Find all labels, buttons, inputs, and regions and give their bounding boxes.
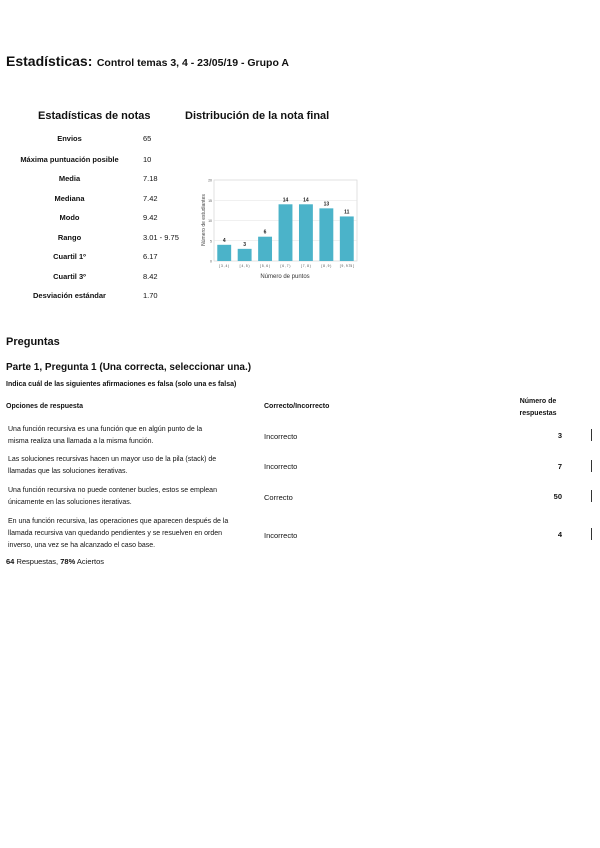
stat-value-q3: 8.42 <box>143 272 158 281</box>
answer-option-text <box>8 485 260 509</box>
answer-option-line: llamada recursiva van quedando pendientes y se resuelven en orden <box>8 530 223 537</box>
answer-result: Correcto <box>264 493 293 502</box>
col-header-count-line2: respuestas <box>519 410 557 417</box>
summary-responses-value: 64 <box>6 557 15 566</box>
stats-table <box>6 134 196 314</box>
stat-value-modo: 9.42 <box>143 213 158 222</box>
chart-data-label: 4 <box>222 237 226 244</box>
summary-correct-label: Aciertos <box>76 557 105 566</box>
answer-bar-marker <box>591 528 592 540</box>
question-text: Indica cuál de las siguientes afirmaciones es falsa (solo una es falsa) <box>6 381 237 388</box>
answer-option-line: llamadas que las soluciones iterativas. <box>8 468 128 475</box>
chart-bar <box>299 204 313 261</box>
stat-label-q1: Cuartil 1º <box>53 252 86 261</box>
summary-responses-label: Respuestas, <box>16 557 59 566</box>
stats-title: Estadísticas de notas <box>38 110 151 122</box>
chart-data-label: 3 <box>243 241 247 248</box>
chart-category-label: [ 7 , 8 ) <box>300 264 311 268</box>
chart-bar <box>319 208 333 261</box>
chart-bar <box>340 216 354 261</box>
answer-option-line: Una función recursiva es una función que en algún punto de la <box>8 426 203 433</box>
chart-category-label: [ 5 , 6 ) <box>260 264 271 268</box>
chart-category-label: [ 3 , 4 ) <box>219 264 230 268</box>
chart-bar <box>258 237 272 261</box>
stat-value-rango: 3.01 - 9.75 <box>143 233 179 242</box>
col-header-count <box>510 396 566 420</box>
summary-correct-value: 78% <box>60 557 76 566</box>
chart-category-label: [ 9 , 9.75 ] <box>339 264 354 268</box>
stat-value-media: 7.18 <box>143 174 158 183</box>
stat-label-rango: Rango <box>57 233 82 242</box>
chart-ytick-label: 20 <box>208 178 212 183</box>
answer-option-text <box>8 516 260 552</box>
chart-ytick-label: 5 <box>210 239 212 244</box>
stat-label-media: Media <box>58 174 81 183</box>
chart-ytick-label: 15 <box>208 198 212 203</box>
stat-label-desv: Desviación estándar <box>33 291 106 300</box>
stat-label-envios: Envios <box>57 134 82 143</box>
chart-data-label: 14 <box>303 197 309 204</box>
answer-option-line: misma realiza una llamada a la misma función. <box>8 438 154 445</box>
chart-bar <box>217 245 231 261</box>
page-title <box>6 53 289 71</box>
answer-bar-marker <box>591 460 592 472</box>
stat-value-desv: 1.70 <box>143 291 158 300</box>
chart-category-label: [ 6 , 7 ) <box>280 264 291 268</box>
chart-data-label: 11 <box>344 209 350 216</box>
col-header-count-line1: Número de <box>519 398 557 405</box>
chart-category-label: [ 4 , 5 ) <box>239 264 250 268</box>
answer-option-line: Las soluciones recursivas hacen un mayor uso de la pila (stack) de <box>8 456 217 463</box>
chart-ytick-label: 0 <box>210 259 212 264</box>
stat-label-modo: Modo <box>59 213 80 222</box>
answer-result: Incorrecto <box>264 432 298 441</box>
answer-count: 4 <box>557 530 562 539</box>
chart-ylabel: Número de estudiantes <box>201 194 207 246</box>
stat-value-q1: 6.17 <box>143 252 158 261</box>
answer-count: 50 <box>553 492 562 501</box>
stat-label-mediana: Mediana <box>54 194 85 203</box>
stat-label-q3: Cuartil 3º <box>53 272 86 281</box>
chart-category-label: [ 8 , 9 ) <box>321 264 332 268</box>
answer-summary <box>6 557 104 566</box>
answer-option-line: En una función recursiva, las operaciones que aparecen después de la <box>8 518 229 525</box>
stat-value-envios: 65 <box>143 134 152 143</box>
answer-result: Incorrecto <box>264 531 298 540</box>
distribution-title: Distribución de la nota final <box>185 110 330 122</box>
question-title: Parte 1, Pregunta 1 (Una correcta, seleccionar una.) <box>6 362 252 373</box>
answer-option-line: Una función recursiva no puede contener bucles, estos se emplean <box>8 487 217 494</box>
col-header-options: Opciones de respuesta <box>6 403 84 410</box>
chart-xlabel: Número de puntos <box>260 274 310 280</box>
page-title-label: Estadísticas: <box>6 53 93 69</box>
answer-option-text <box>8 424 260 448</box>
chart-bar <box>238 249 252 261</box>
col-header-result: Correcto/Incorrecto <box>264 403 330 410</box>
page-title-subtitle: Control temas 3, 4 - 23/05/19 - Grupo A <box>96 57 289 69</box>
stat-value-max: 10 <box>143 155 152 164</box>
chart-data-label: 6 <box>263 229 267 236</box>
chart-data-label: 14 <box>282 197 289 204</box>
answer-bar-marker <box>591 429 592 441</box>
answer-result: Incorrecto <box>264 462 298 471</box>
chart-data-label: 13 <box>323 201 330 208</box>
answer-bar-marker <box>591 490 592 502</box>
answer-option-text <box>8 454 260 478</box>
chart-bar <box>279 204 293 261</box>
answer-count: 7 <box>557 462 562 471</box>
stat-value-mediana: 7.42 <box>143 194 158 203</box>
grade-distribution-chart <box>200 170 362 285</box>
answer-count: 3 <box>557 431 562 440</box>
preguntas-heading: Preguntas <box>6 336 60 348</box>
answer-option-line: únicamente en las soluciones iterativas. <box>8 499 132 506</box>
answer-option-line: inverso, una vez se ha alcanzado el caso base. <box>8 542 156 549</box>
chart-ytick-label: 10 <box>208 219 212 223</box>
stat-label-max: Máxima puntuación posible <box>20 155 119 164</box>
